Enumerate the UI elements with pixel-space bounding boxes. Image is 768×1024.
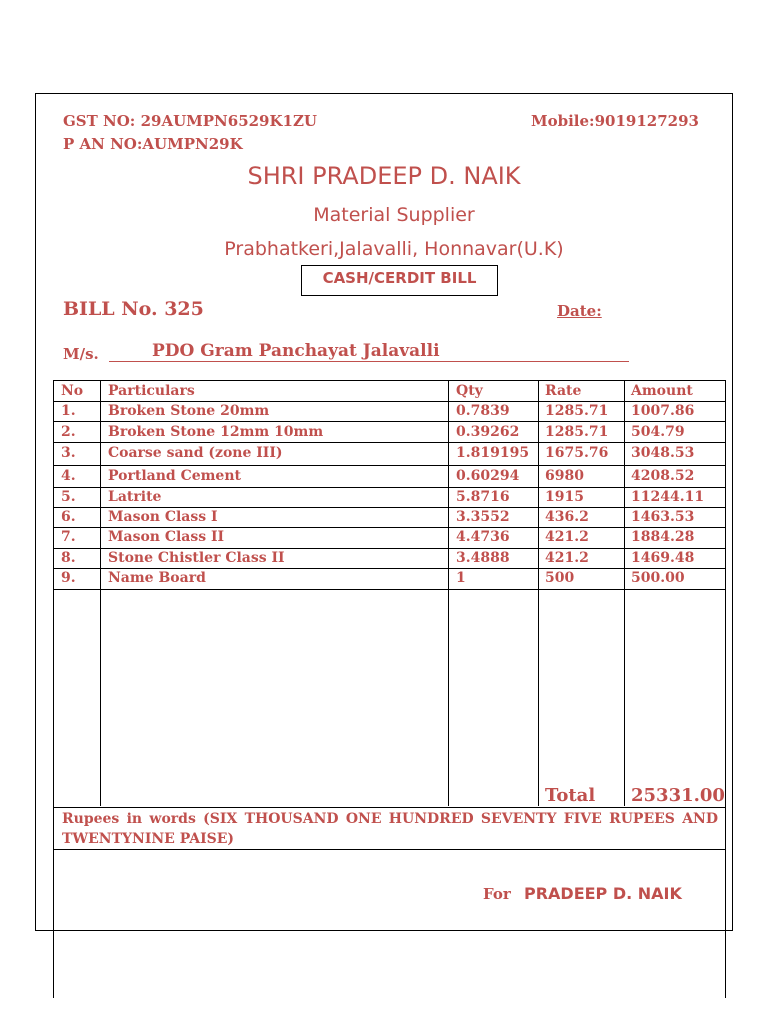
- row-divider: [54, 568, 725, 569]
- row-1-amount: 1007.86: [631, 403, 695, 419]
- row-divider: [54, 807, 725, 808]
- row-4-amount: 4208.52: [631, 468, 695, 484]
- customer-name: PDO Gram Panchayat Jalavalli: [152, 341, 440, 361]
- header-no: No: [61, 383, 84, 399]
- border-line: [725, 850, 726, 998]
- row-4-no: 4.: [61, 468, 76, 484]
- col-divider: [624, 381, 625, 806]
- row-9-rate: 500: [545, 570, 575, 586]
- row-2-amount: 504.79: [631, 424, 685, 440]
- header-amount: Amount: [631, 383, 693, 399]
- ms-label: M/s.: [63, 345, 99, 363]
- row-9-amount: 500.00: [631, 570, 685, 586]
- row-5-particulars: Latrite: [108, 489, 162, 505]
- row-1-particulars: Broken Stone 20mm: [108, 403, 270, 419]
- business-title: SHRI PRADEEP D. NAIK: [247, 162, 521, 190]
- row-8-rate: 421.2: [545, 550, 589, 566]
- col-divider: [448, 381, 449, 806]
- amount-in-words: Rupees in words (SIX THOUSAND ONE HUNDRED SEVENTY FIVE RUPEES AND TWENTYNINE PAISE): [62, 811, 718, 847]
- signatory-name: PRADEEP D. NAIK: [523, 884, 682, 903]
- business-subtitle: Material Supplier: [313, 204, 475, 226]
- row-5-amount: 11244.11: [631, 489, 705, 505]
- row-2-rate: 1285.71: [545, 424, 609, 440]
- header-rate: Rate: [545, 383, 582, 399]
- row-divider: [54, 442, 725, 443]
- header-qty: Qty: [456, 383, 483, 399]
- row-5-no: 5.: [61, 489, 76, 505]
- row-3-qty: 1.819195: [456, 445, 530, 461]
- row-4-qty: 0.60294: [456, 468, 520, 484]
- row-6-no: 6.: [61, 509, 76, 525]
- col-divider: [100, 381, 101, 806]
- row-1-qty: 0.7839: [456, 403, 510, 419]
- row-divider: [54, 421, 725, 422]
- row-divider: [54, 548, 725, 549]
- mobile-number: Mobile:9019127293: [531, 112, 699, 130]
- row-3-rate: 1675.76: [545, 445, 609, 461]
- row-5-qty: 5.8716: [456, 489, 510, 505]
- row-3-particulars: Coarse sand (zone III): [108, 445, 283, 461]
- row-3-no: 3.: [61, 445, 76, 461]
- gst-number: GST NO: 29AUMPN6529K1ZU: [63, 112, 318, 130]
- col-divider: [538, 381, 539, 806]
- row-divider: [54, 465, 725, 466]
- for-label: For: [483, 885, 511, 903]
- row-4-rate: 6980: [545, 468, 584, 484]
- row-9-qty: 1: [456, 570, 466, 586]
- date-label: Date:: [557, 302, 602, 320]
- row-5-rate: 1915: [545, 489, 584, 505]
- bill-number: BILL No. 325: [63, 298, 204, 320]
- row-8-particulars: Stone Chistler Class II: [108, 550, 285, 566]
- row-2-no: 2.: [61, 424, 76, 440]
- total-label: Total: [545, 785, 596, 806]
- row-divider: [54, 487, 725, 488]
- row-6-particulars: Mason Class I: [108, 509, 218, 525]
- row-divider: [54, 507, 725, 508]
- row-8-qty: 3.4888: [456, 550, 510, 566]
- row-2-qty: 0.39262: [456, 424, 520, 440]
- row-6-amount: 1463.53: [631, 509, 695, 525]
- signature-block: [483, 884, 682, 903]
- row-7-particulars: Mason Class II: [108, 529, 225, 545]
- row-2-particulars: Broken Stone 12mm 10mm: [108, 424, 324, 440]
- row-divider: [54, 527, 725, 528]
- row-9-no: 9.: [61, 570, 76, 586]
- row-3-amount: 3048.53: [631, 445, 695, 461]
- header-particulars: Particulars: [108, 383, 195, 399]
- row-7-rate: 421.2: [545, 529, 589, 545]
- pan-number: P AN NO:AUMPN29K: [63, 135, 243, 153]
- row-divider: [54, 589, 725, 590]
- border-line: [53, 850, 54, 998]
- row-6-qty: 3.3552: [456, 509, 510, 525]
- row-1-rate: 1285.71: [545, 403, 609, 419]
- row-7-qty: 4.4736: [456, 529, 510, 545]
- row-8-amount: 1469.48: [631, 550, 695, 566]
- row-8-no: 8.: [61, 550, 76, 566]
- row-divider: [54, 401, 725, 402]
- row-1-no: 1.: [61, 403, 76, 419]
- row-6-rate: 436.2: [545, 509, 589, 525]
- row-4-particulars: Portland Cement: [108, 468, 241, 484]
- items-table: [53, 380, 726, 850]
- row-7-no: 7.: [61, 529, 76, 545]
- total-value: 25331.00: [631, 785, 725, 806]
- business-address: Prabhatkeri,Jalavalli, Honnavar(U.K): [224, 238, 564, 260]
- bill-type-box: CASH/CERDIT BILL: [301, 265, 498, 296]
- row-9-particulars: Name Board: [108, 570, 206, 586]
- row-7-amount: 1884.28: [631, 529, 695, 545]
